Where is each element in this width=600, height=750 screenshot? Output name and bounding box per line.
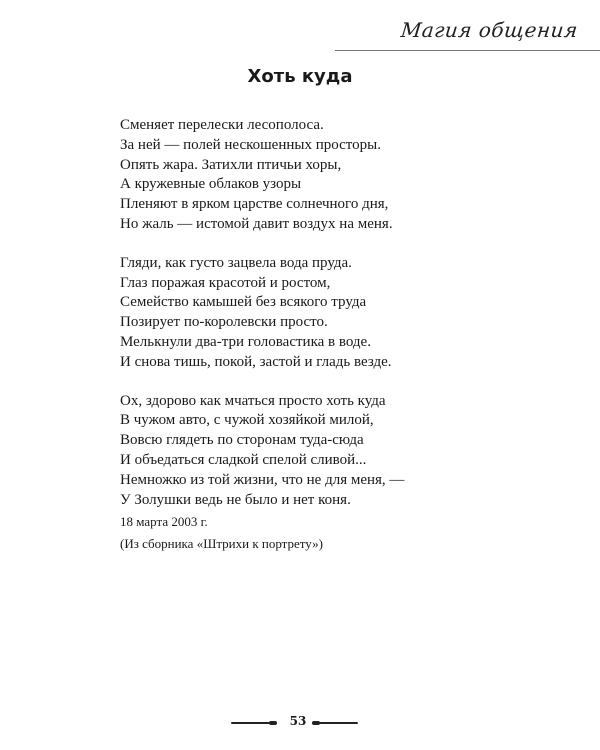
stanza-1 (120, 116, 560, 235)
poem-line: В чужом авто, с чужой хозяйкой милой, (120, 412, 374, 429)
ornament-right-icon (314, 722, 358, 724)
header-rule (335, 50, 600, 51)
poem-body (120, 116, 560, 529)
poem-line: Пленяют в ярком царстве солнечного дня, (120, 196, 389, 213)
stanza-2 (120, 254, 560, 373)
poem-line: И снова тишь, покой, застой и гладь везде. (120, 353, 392, 370)
poem-line: У Золушки ведь не было и нет коня. (120, 491, 351, 508)
poem-line: Немножко из той жизни, что не для меня, — (120, 471, 405, 488)
poem-line: Опять жара. Затихли птичьи хоры, (120, 156, 342, 173)
ornament-left-icon (231, 722, 275, 724)
poem-line: Ох, здорово как мчаться просто хоть куда (120, 392, 386, 409)
poem-source: (Из сборника «Штрихи к портрету») (120, 536, 323, 551)
poem-title: Хоть куда (247, 66, 353, 87)
poem-footnote (120, 511, 323, 555)
page-footer (0, 712, 600, 732)
poem-line: За ней — полей нескошенных просторы. (120, 136, 381, 153)
poem-date: 18 марта 2003 г. (120, 514, 208, 529)
poem-line: Гляди, как густо зацвела вода пруда. (120, 254, 352, 271)
poem-line: Сменяет перелески лесополоса. (120, 117, 324, 133)
poem-line: Позирует по-королевски просто. (120, 314, 328, 331)
poem-line: Глаз поражая красотой и ростом, (120, 274, 331, 291)
poem-line: Вовсю глядеть по сторонам туда-сюда (120, 432, 364, 449)
poem-line: А кружевные облаков узоры (120, 176, 302, 193)
poem-line: И объедаться сладкой спелой сливой... (120, 451, 367, 468)
stanza-3 (120, 392, 560, 511)
page-number: 53 (289, 714, 307, 728)
poem-line: Семейство камышей без всякого труда (120, 294, 367, 311)
poem-line: Мелькнули два-три головастика в воде. (120, 333, 371, 350)
running-header-title: Магия общения (399, 18, 580, 42)
poem-line: Но жаль — истомой давит воздух на меня. (120, 215, 393, 232)
